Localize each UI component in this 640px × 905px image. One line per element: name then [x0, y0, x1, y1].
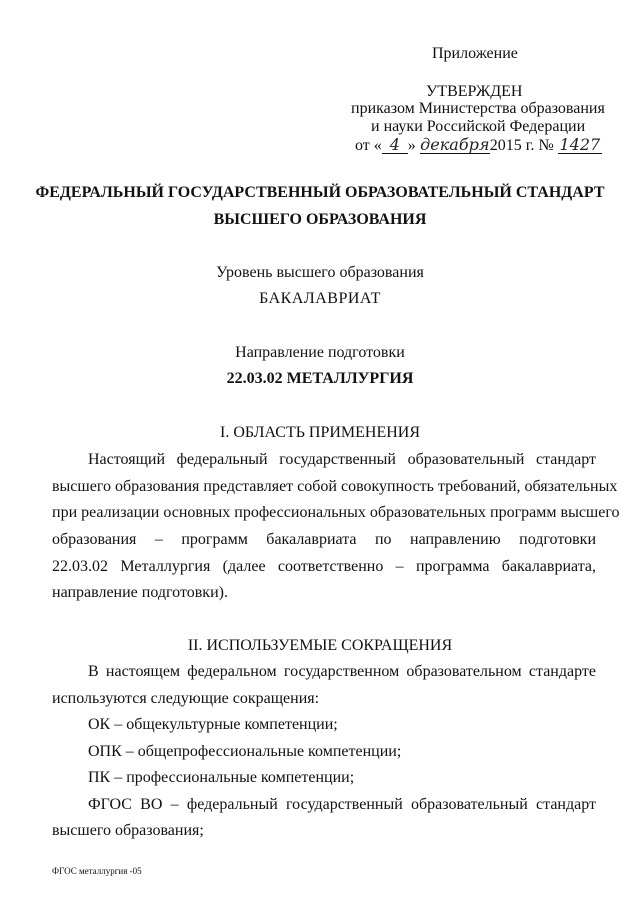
approved-label: УТВЕРЖДЕН — [426, 83, 523, 100]
order-line-1: приказом Министерства образования — [351, 100, 605, 117]
date-year: 2015 г. № — [489, 137, 554, 154]
appendix-label: Приложение — [432, 45, 518, 62]
section-1-line-4: образования – программ бакалавриата по направлению подготовки — [52, 531, 596, 548]
title-line-2: ВЫСШЕГО ОБРАЗОВАНИЯ — [213, 211, 427, 228]
section-1-line-1: Настоящий федеральный государственный образовательный стандарт — [88, 451, 596, 468]
section-1-line-2: высшего образования представляет собой совокупность требований, обязательных — [52, 478, 618, 495]
level-label: Уровень высшего образования — [216, 264, 424, 281]
date-month: декабря — [420, 135, 490, 154]
date-day: 4 — [382, 137, 408, 154]
date-mid: » — [407, 137, 416, 154]
section-1-line-3: при реализации основных профессиональных образовательных программ высшего — [52, 504, 620, 521]
section-2-intro-line-2: используются следующие сокращения: — [52, 690, 320, 707]
direction-value: 22.03.02 МЕТАЛЛУРГИЯ — [226, 370, 414, 387]
date-prefix: от « — [355, 137, 382, 154]
order-number: 1427 — [559, 135, 601, 154]
abbr-fgos-line-2: высшего образования; — [52, 822, 204, 839]
footer-text: ФГОС металлургия -05 — [52, 866, 142, 876]
level-value: БАКАЛАВРИАТ — [259, 290, 381, 307]
abbr-fgos-line-1: ФГОС ВО – федеральный государственный образовательный стандарт — [88, 796, 596, 813]
title-line-1: ФЕДЕРАЛЬНЫЙ ГОСУДАРСТВЕННЫЙ ОБРАЗОВАТЕЛЬНЫЙ СТАНДАРТ — [35, 184, 605, 201]
abbr-ok: ОК – общекультурные компетенции; — [88, 716, 338, 733]
section-1-line-5: 22.03.02 Металлургия (далее соответственно – программа бакалавриата, — [52, 558, 596, 575]
order-line-2: и науки Российской Федерации — [371, 118, 586, 135]
section-1-line-6: направление подготовки). — [52, 584, 228, 601]
abbr-pk: ПК – профессиональные компетенции; — [88, 769, 355, 786]
order-date-line — [355, 136, 602, 156]
section-2-intro-line-1: В настоящем федеральном государственном образовательном стандарте — [88, 663, 596, 680]
section-2-heading: II. ИСПОЛЬЗУЕМЫЕ СОКРАЩЕНИЯ — [187, 637, 453, 654]
abbr-opk: ОПК – общепрофессиональные компетенции; — [88, 743, 402, 760]
direction-label: Направление подготовки — [235, 344, 405, 361]
section-1-heading: I. ОБЛАСТЬ ПРИМЕНЕНИЯ — [219, 424, 421, 441]
